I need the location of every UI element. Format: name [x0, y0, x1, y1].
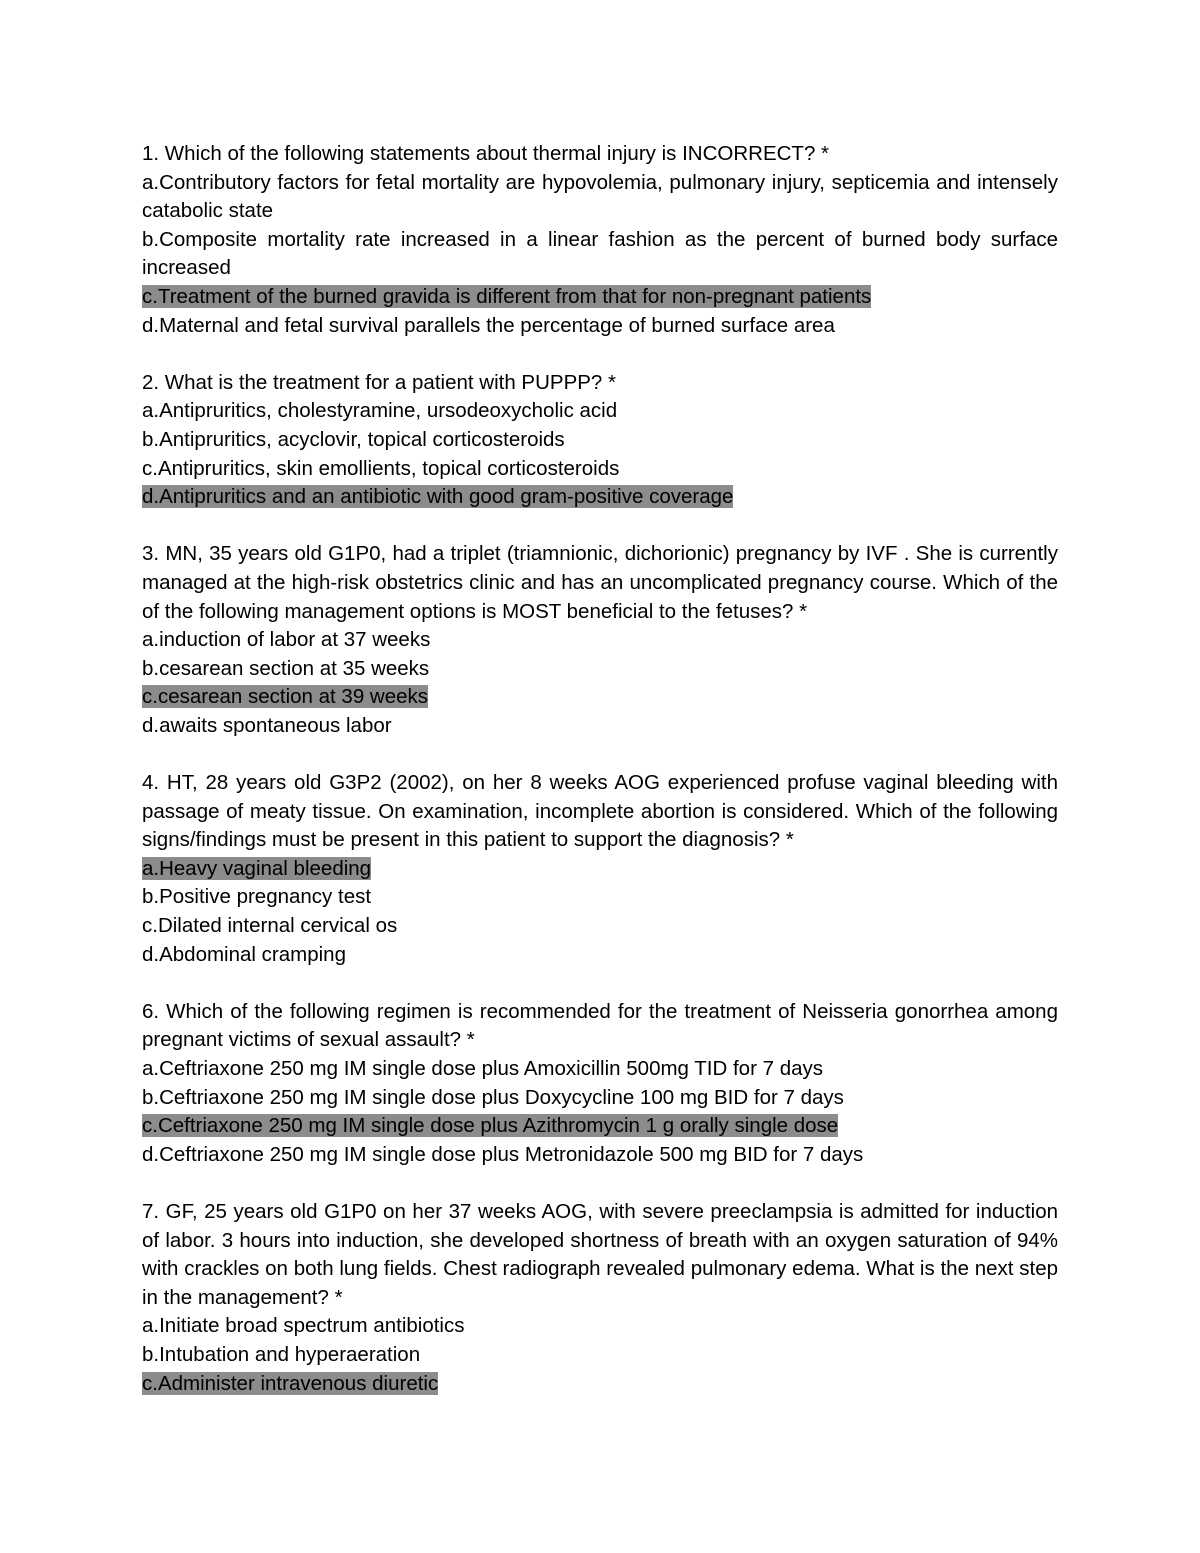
question-block	[142, 998, 1058, 1170]
question-block	[142, 540, 1058, 740]
answer-option: b.cesarean section at 35 weeks	[142, 656, 430, 680]
answer-option: d.Abdominal cramping	[142, 942, 346, 966]
answer-option: b.Antipruritics, acyclovir, topical corticosteroids	[142, 427, 565, 451]
answer-option	[142, 483, 1058, 512]
answer-option: b.Positive pregnancy test	[142, 885, 372, 909]
answer-option: d.awaits spontaneous labor	[142, 713, 392, 737]
answer-option	[142, 855, 1058, 884]
answer-option	[142, 683, 1058, 712]
highlighted-answer: c.Administer intravenous diuretic	[142, 1371, 439, 1395]
answer-option: a.Contributory factors for fetal mortality are hypovolemia, pulmonary injury, septicemia and intensely catabolic state	[142, 170, 1058, 223]
answer-option	[142, 1112, 1058, 1141]
answer-option: a.Ceftriaxone 250 mg IM single dose plus Amoxicillin 500mg TID for 7 days	[142, 1057, 824, 1080]
document-page	[142, 140, 1058, 1427]
question-block	[142, 369, 1058, 512]
question-stem: 2. What is the treatment for a patient with PUPPP? *	[142, 370, 617, 394]
answer-option: b.Intubation and hyperaeration	[142, 1342, 421, 1366]
question-block	[142, 769, 1058, 969]
highlighted-answer: a.Heavy vaginal bleeding	[142, 856, 372, 880]
question-stem: 6. Which of the following regimen is recommended for the treatment of Neisseria gonorrhea among pregnant victims of sexual assault? *	[142, 999, 1058, 1052]
question-stem: 4. HT, 28 years old G3P2 (2002), on her 8 weeks AOG experienced profuse vaginal bleeding with passage of meaty tissue. On examination, incomplete abortion is considered. Which of the following signs/findings must be present in this patient to support the diagnosis? *	[142, 771, 1058, 852]
answer-option: d.Ceftriaxone 250 mg IM single dose plus Metronidazole 500 mg BID for 7 days	[142, 1142, 864, 1166]
question-block	[142, 1198, 1058, 1398]
answer-option: a.induction of labor at 37 weeks	[142, 628, 431, 652]
answer-option: c.Antipruritics, skin emollients, topical corticosteroids	[142, 456, 620, 480]
answer-option: d.Maternal and fetal survival parallels the percentage of burned surface area	[142, 313, 835, 337]
answer-option	[142, 1370, 1058, 1399]
highlighted-answer: c.Ceftriaxone 250 mg IM single dose plus Azithromycin 1 g orally single dose	[142, 1114, 839, 1138]
answer-option: b.Ceftriaxone 250 mg IM single dose plus Doxycycline 100 mg BID for 7 days	[142, 1085, 844, 1109]
highlighted-answer: d.Antipruritics and an antibiotic with good gram-positive coverage	[142, 485, 734, 509]
question-block	[142, 140, 1058, 340]
question-stem: 1. Which of the following statements about thermal injury is INCORRECT? *	[142, 142, 830, 165]
question-stem: 3. MN, 35 years old G1P0, had a triplet (triamnionic, dichorionic) pregnancy by IVF . She is currently managed at the high-risk obstetrics clinic and has an uncomplicated pregnancy course. Which of the of the following management options is MOST beneficial to the fetuses? *	[142, 542, 1058, 623]
highlighted-answer: c.Treatment of the burned gravida is different from that for non-pregnant patients	[142, 284, 872, 308]
answer-option: c.Dilated internal cervical os	[142, 914, 398, 938]
answer-option: a.Initiate broad spectrum antibiotics	[142, 1314, 465, 1338]
answer-option: a.Antipruritics, cholestyramine, ursodeoxycholic acid	[142, 399, 618, 423]
question-stem: 7. GF, 25 years old G1P0 on her 37 weeks AOG, with severe preeclampsia is admitted for induction of labor. 3 hours into induction, she developed shortness of breath with an oxygen saturation of 94% with crackles on both lung fields. Chest radiograph revealed pulmonary edema. What is the next step in the management? *	[142, 1199, 1058, 1309]
answer-option: b.Composite mortality rate increased in a linear fashion as the percent of burned body surface increased	[142, 227, 1058, 280]
highlighted-answer: c.cesarean section at 39 weeks	[142, 685, 429, 709]
answer-option	[142, 283, 1058, 312]
